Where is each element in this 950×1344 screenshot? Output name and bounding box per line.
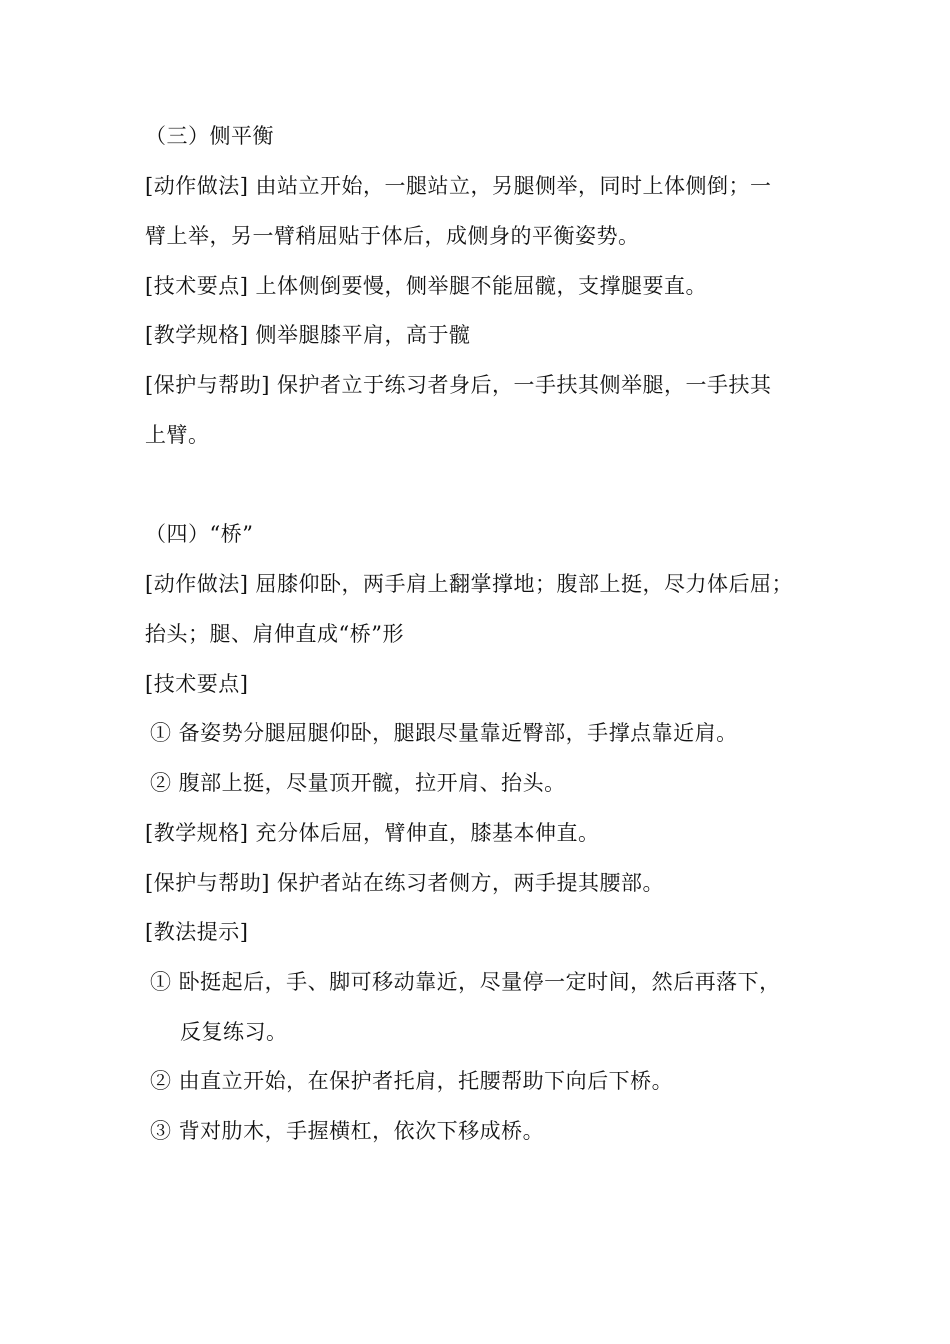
- section-4-heading: （四）“桥”: [145, 522, 254, 546]
- section-4-tip-2: ② 由直立开始，在保护者托肩，托腰帮助下向后下桥。: [150, 1069, 674, 1093]
- section-4-method-line-1: [动作做法] 屈膝仰卧，两手肩上翻掌撑地；腹部上挺，尽力体后屈；: [145, 572, 794, 596]
- section-4-key-point-1: ① 备姿势分腿屈腿仰卧，腿跟尽量靠近臀部，手撑点靠近肩。: [150, 721, 738, 745]
- section-4-key-point-2: ② 腹部上挺，尽量顶开髋，拉开肩、抬头。: [150, 771, 566, 795]
- section-4-protection: [保护与帮助] 保护者站在练习者侧方，两手提其腰部。: [145, 871, 665, 895]
- section-4-method-line-2: 抬头；腿、肩伸直成“桥”形: [145, 622, 404, 646]
- section-3-protection-line-2: 上臂。: [145, 423, 210, 447]
- section-4-key-points-label: [技术要点]: [145, 672, 249, 696]
- section-3-key-points: [技术要点] 上体侧倒要慢，侧举腿不能屈髋，支撑腿要直。: [145, 274, 708, 298]
- section-4-tip-3: ③ 背对肋木，手握横杠，依次下移成桥。: [150, 1119, 545, 1143]
- section-4-tips-label: [教法提示]: [145, 920, 249, 944]
- section-4-tip-1-line-2: 反复练习。: [180, 1020, 288, 1044]
- section-3-heading: （三）侧平衡: [145, 124, 274, 148]
- section-3-protection-line-1: [保护与帮助] 保护者立于练习者身后，一手扶其侧举腿，一手扶其: [145, 373, 772, 397]
- section-3-standard: [教学规格] 侧举腿膝平肩，高于髋: [145, 323, 471, 347]
- section-4-standard: [教学规格] 充分体后屈，臂伸直，膝基本伸直。: [145, 821, 600, 845]
- section-4-tip-1-line-1: ① 卧挺起后，手、脚可移动靠近，尽量停一定时间，然后再落下，: [150, 970, 781, 994]
- section-3-method-line-2: 臂上举，另一臂稍屈贴于体后，成侧身的平衡姿势。: [145, 224, 640, 248]
- section-3-method-line-1: [动作做法] 由站立开始，一腿站立，另腿侧举，同时上体侧倒；一: [145, 174, 772, 198]
